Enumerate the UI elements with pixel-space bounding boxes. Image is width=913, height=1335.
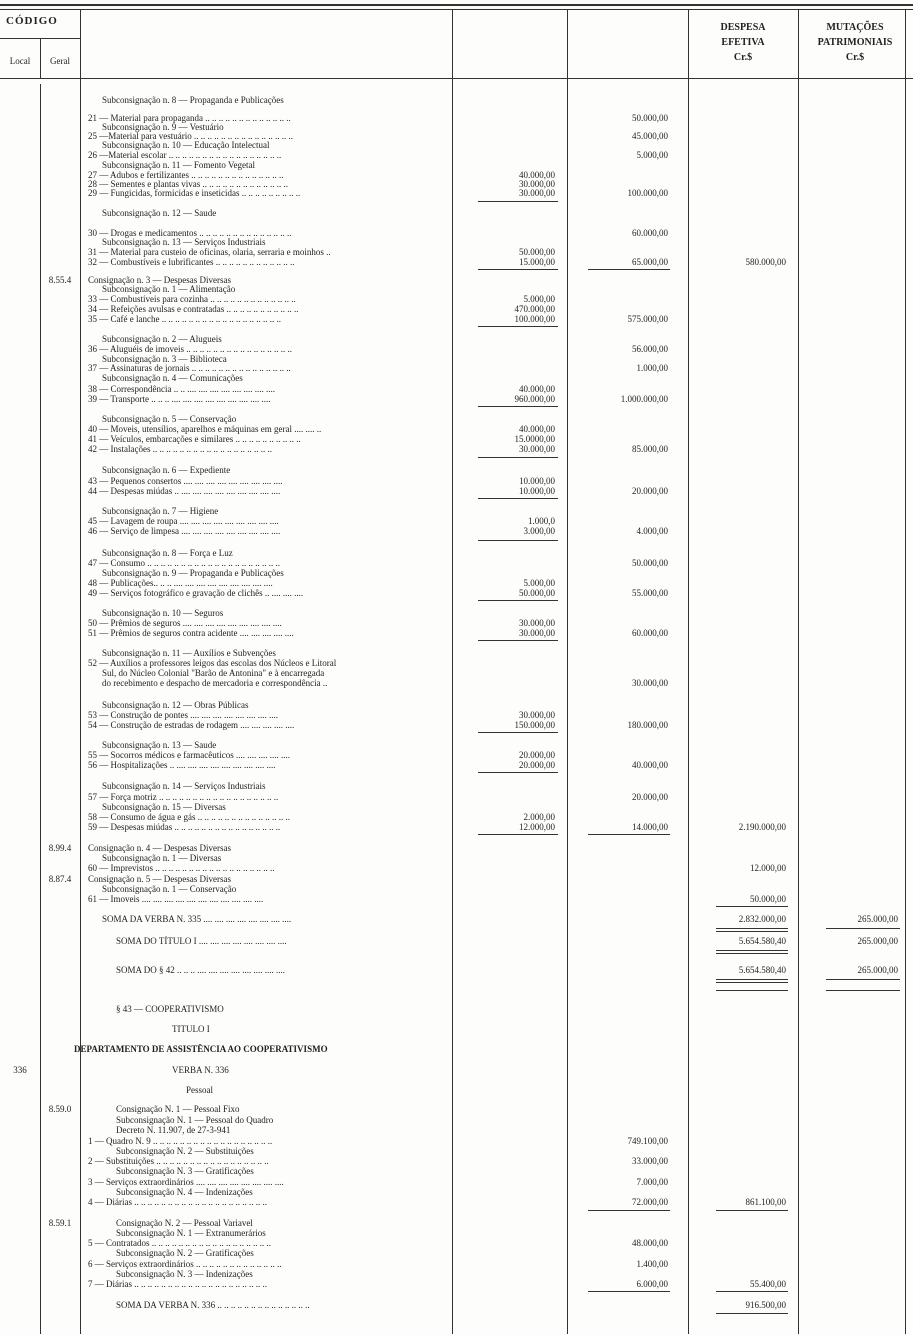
table-row [0, 1197, 913, 1207]
total-line [716, 931, 788, 932]
mutacoes-header-line3: Cr.$ [845, 52, 865, 63]
despesa-header-line1: DESPESA [720, 22, 766, 33]
row-description: Subconsignação n. 2 — Alugueis [102, 334, 222, 344]
geral-code: 8.55.4 [48, 275, 72, 285]
row-description: 2 — Substituições .. .. .. .. .. .. .. .. .. .. .. .. .. .. .. .. .. [88, 1156, 269, 1166]
table-row [0, 1218, 913, 1228]
amount-c1: 960.000,00 [514, 394, 555, 404]
table-row [0, 208, 913, 218]
table-row [0, 628, 913, 638]
amount-c1: 100.000,00 [514, 314, 555, 324]
row-description: Subconsignação n. 11 — Fomento Vegetal [102, 160, 255, 170]
table-row [0, 588, 913, 598]
table-row [0, 1115, 913, 1125]
table-row [0, 874, 913, 884]
row-description: Subconsignação n. 3 — Biblioteca [102, 354, 227, 364]
subtotal-line [588, 1291, 670, 1292]
table-row [0, 750, 913, 760]
amount-c4: 265.000,00 [857, 914, 898, 924]
table-row [0, 444, 913, 454]
row-description: Consignação n. 5 — Despesas Diversas [88, 874, 231, 884]
top-rule-thin [0, 9, 913, 10]
table-row [0, 314, 913, 324]
total-line [716, 928, 788, 929]
row-description: § 43 — COOPERATIVISMO [116, 1004, 224, 1014]
row-description: Subconsignação n. 9 — Vestuário [102, 122, 224, 132]
table-row [0, 812, 913, 822]
table-row [0, 1136, 913, 1146]
table-row [0, 1125, 913, 1135]
table-row [0, 792, 913, 802]
table-row [0, 678, 913, 688]
row-description: 51 — Prêmios de seguros contra acidente .... .... .... .... .... [88, 628, 294, 638]
table-row [0, 822, 913, 832]
amount-c1: 15.000,00 [519, 257, 555, 267]
table-row [0, 140, 913, 150]
subtotal-line [478, 498, 558, 499]
table-row [0, 884, 913, 894]
table-row [0, 363, 913, 373]
table-row [0, 1044, 913, 1054]
amount-c1: 30.000,00 [519, 179, 555, 189]
total-line [716, 1313, 788, 1314]
geral-code: 8.99.4 [48, 843, 72, 853]
amount-c2: 20.000,00 [632, 486, 668, 496]
row-description: Consignação N. 1 — Pessoal Fixo [116, 1104, 240, 1114]
amount-c2: 30.000,00 [632, 678, 668, 688]
table-row [0, 344, 913, 354]
table-row [0, 247, 913, 257]
row-description: Subconsignação n. 5 — Conservação [102, 414, 237, 424]
amount-c3: 580.000,00 [745, 257, 786, 267]
row-description: Subconsignação n. 4 — Comunicações [102, 373, 243, 383]
amount-c3: 12.000,00 [750, 863, 786, 873]
table-row [0, 188, 913, 198]
amount-c1: 1.000,0 [528, 516, 555, 526]
table-row [0, 710, 913, 720]
table-row [0, 914, 913, 924]
table-row [0, 965, 913, 975]
col-rule-local-header [40, 38, 41, 78]
amount-c3: 2.190.000,00 [738, 822, 786, 832]
table-row [0, 648, 913, 658]
subtotal-line [478, 269, 558, 270]
table-row [0, 334, 913, 344]
table-row [0, 740, 913, 750]
amount-c2: 56.000,00 [632, 344, 668, 354]
amount-c1: 2.000,00 [523, 812, 555, 822]
row-description: SOMA DO TÍTULO I .... .... .... .... .... .... .... .... [116, 936, 287, 946]
table-row [0, 668, 913, 678]
row-description: Subconsignação n. 10 — Seguros [102, 608, 224, 618]
table-row [0, 237, 913, 247]
row-description: Subconsignação N. 1 — Extranumerários [116, 1228, 266, 1238]
amount-c2: 6.000,00 [636, 1279, 668, 1289]
subtotal-line [478, 600, 558, 601]
table-row [0, 1085, 913, 1095]
amount-c1: 50.000,00 [519, 588, 555, 598]
row-description: 30 — Drogas e medicamentos .. .. .. .. .. .. .. .. .. .. .. .. .. .. [88, 228, 292, 238]
row-description: SOMA DA VERBA N. 335 .... .... .... .... .... .... .... .... [102, 914, 292, 924]
total-line [826, 979, 900, 980]
row-description: Consignação n. 3 — Despesas Diversas [88, 275, 231, 285]
row-description: Subconsignação N. 2 — Gratificações [116, 1248, 254, 1258]
table-row [0, 781, 913, 791]
table-row [0, 1259, 913, 1269]
table-row [0, 486, 913, 496]
despesa-header-line3: Cr.$ [733, 52, 753, 63]
table-row [0, 384, 913, 394]
table-row [0, 863, 913, 873]
amount-c1: 15.0000,00 [514, 434, 555, 444]
row-description: TITULO I [172, 1024, 210, 1034]
row-description: 4 — Diárias .. .. .. .. .. .. .. .. .. .. .. .. .. .. .. .. .. .. .. .. [88, 1197, 267, 1207]
row-description: Subconsignação n. 8 — Força e Luz [102, 548, 233, 558]
row-description: Subconsignação n. 1 — Diversas [102, 853, 222, 863]
amount-c1: 3.000,00 [523, 526, 555, 536]
table-row [0, 894, 913, 904]
amount-c1: 150.000,00 [514, 720, 555, 730]
table-row [0, 304, 913, 314]
amount-c1: 30.000,00 [519, 444, 555, 454]
table-row [0, 414, 913, 424]
subtotal-line [716, 1291, 788, 1292]
amount-c2: 48.000,00 [632, 1238, 668, 1248]
row-description: Pessoal [186, 1085, 213, 1095]
table-row [0, 476, 913, 486]
local-header: Local [9, 56, 31, 66]
row-description: 50 — Prêmios de seguros .... .... .... .... .... .... .... .... .... [88, 618, 282, 628]
subtotal-line [478, 406, 558, 407]
geral-code: 8.59.0 [48, 1104, 72, 1114]
row-description: SOMA DO § 42 .. .. .. .... .... .... .... .... .... .... .... [116, 965, 286, 975]
table-row [0, 608, 913, 618]
table-row [0, 558, 913, 568]
amount-c1: 470.000,00 [514, 304, 555, 314]
row-description: 5 — Contratados .. .. .. .. .. .. .. .. .. .. .. .. .. .. .. .. .. .. [88, 1238, 271, 1248]
row-description: Subconsignação n. 13 — Saude [102, 740, 217, 750]
row-description: Consignação N. 2 — Pessoal Variavel [116, 1218, 253, 1228]
amount-c2: 1.000,00 [636, 363, 668, 373]
row-description: Subconsignação n. 10 — Educação Intelectual [102, 140, 270, 150]
row-description: Subconsignação N. 3 — Gratificações [116, 1166, 254, 1176]
amount-c2: 40.000,00 [632, 760, 668, 770]
row-description: 57 — Força motriz .. .. .. .. .. .. .. .. .. .. .. .. .. .. .. .. .. .. [88, 792, 279, 802]
amount-c2: 65.000,00 [632, 257, 668, 267]
row-description: 34 — Refeições avulsas e contratadas .. .. .. .. .. .. .. .. .. .. .. [88, 304, 299, 314]
row-description: Subconsignação N. 1 — Pessoal do Quadro [116, 1115, 274, 1125]
row-description: 37 — Assinaturas de jornais .. .. .. .. .. .. .. .. .. .. .. .. .. .. .. [88, 363, 291, 373]
amount-c2: 33.000,00 [632, 1156, 668, 1166]
row-description: 36 — Aluguéis de imoveis .. .. .. .. .. .. .. .. .. .. .. .. .. .. .. .. [88, 344, 292, 354]
amount-c4: 265.000,00 [857, 965, 898, 975]
amount-c2: 1.000.000,00 [620, 394, 668, 404]
row-description: 60 — Imprevistos .. .. .. .. .. .. .. .. .. .. .. .. .. .. .. .. .. .. [88, 863, 275, 873]
table-row [0, 424, 913, 434]
row-description: 54 — Construção de estradas de rodagem .... .... .... .... .... [88, 720, 295, 730]
subtotal-line [478, 640, 558, 641]
amount-c2: 60.000,00 [632, 228, 668, 238]
amount-c1: 40.000,00 [519, 170, 555, 180]
subtotal-line [588, 834, 670, 835]
row-description: Subconsignação n. 15 — Diversas [102, 802, 226, 812]
table-row [0, 568, 913, 578]
row-description: Subconsignação N. 4 — Indenizações [116, 1187, 253, 1197]
amount-c2: 749.100,00 [627, 1136, 668, 1146]
table-row [0, 95, 913, 105]
table-row [0, 160, 913, 170]
table-row [0, 434, 913, 444]
table-row [0, 1004, 913, 1014]
geral-code: 8.87.4 [48, 874, 72, 884]
amount-c2: 20.000,00 [632, 792, 668, 802]
row-description: 28 — Sementes e plantas vivas .. .. .. .. .. .. .. .. .. .. .. .. .. [88, 179, 288, 189]
row-description: Subconsignação n. 12 — Saude [102, 208, 217, 218]
row-description: Subconsignação n. 1 — Alimentação [102, 284, 236, 294]
table-row [0, 1024, 913, 1034]
table-row [0, 1238, 913, 1248]
despesa-header [700, 20, 786, 65]
row-description: 7 — Diárias .. .. .. .. .. .. .. .. .. .. .. .. .. .. .. .. .. .. .. .. [88, 1279, 267, 1289]
amount-c3: 2.832.000,00 [738, 914, 786, 924]
amount-c2: 45.000,00 [632, 131, 668, 141]
total-line [716, 990, 788, 991]
table-row [0, 700, 913, 710]
table-row [0, 658, 913, 668]
table-row [0, 936, 913, 946]
row-description: 40 — Moveis, utensílios, aparelhos e máquinas em geral .... .... .. [88, 424, 322, 434]
row-description: 42 — Instalações .. .. .. .. .. .. .. .. .. .. .. .. .. .. .. .. .. .. [88, 444, 272, 454]
total-line [716, 982, 788, 983]
row-description: 3 — Serviços extraordinários .... .... .... .... .... .... .... .... [88, 1177, 284, 1187]
amount-c3: 55.400,00 [750, 1279, 786, 1289]
row-description: 44 — Despesas miúdas .. .... .... .... .... .... .... .... .... .... [88, 486, 281, 496]
table-row [0, 1177, 913, 1187]
amount-c1: 30.000,00 [519, 628, 555, 638]
row-description: Subconsignação n. 9 — Propaganda e Publicações [102, 568, 284, 578]
subtotal-line [716, 1210, 788, 1211]
amount-c1: 40.000,00 [519, 424, 555, 434]
row-description: do recebimento e despacho de mercadoria e correspondência .. [102, 678, 328, 688]
table-row [0, 578, 913, 588]
despesa-header-line2: EFETIVA [721, 37, 765, 48]
table-row [0, 1248, 913, 1258]
table-row [0, 720, 913, 730]
row-description: Subconsignação n. 6 — Expediente [102, 465, 231, 475]
row-description: 43 — Pequenos consertos .... .... .... .... .... .... .... .... .... [88, 476, 283, 486]
row-description: 31 — Material para custeio de oficinas, olaria, serraria e moinhos .. [88, 247, 331, 257]
table-row [0, 1065, 913, 1075]
subtotal-line [478, 540, 558, 541]
amount-c1: 10.000,00 [519, 476, 555, 486]
row-description: 58 — Consumo de água e gás .. .. .. .. .. .. .. .. .. .. .. .. .. .. [88, 812, 290, 822]
amount-c4: 265.000,00 [857, 936, 898, 946]
amount-c1: 20.000,00 [519, 750, 555, 760]
row-description: 55 — Socorros médicos e farmacêuticos .... .... .... .... .... [88, 750, 290, 760]
total-line [826, 990, 900, 991]
amount-c1: 20.000,00 [519, 760, 555, 770]
row-description: 26 —Material escolar .. .. .. .. .. .. .. .. .. .. .. .. .. .. .. .. .. [88, 150, 282, 160]
table-row [0, 465, 913, 475]
row-description: Subconsignação n. 7 — Higiene [102, 506, 219, 516]
table-row [0, 1187, 913, 1197]
amount-c2: 4.000,00 [636, 526, 668, 536]
amount-c2: 14.000,00 [632, 822, 668, 832]
row-description: 52 — Auxílios a professores leigos das escolas dos Núcleos e Litoral [88, 658, 337, 668]
subtotal-line [478, 732, 558, 733]
row-description: 21 — Material para propaganda .. .. .. .. .. .. .. .. .. .. .. .. .. [88, 113, 291, 123]
table-row [0, 1300, 913, 1310]
row-description: 39 — Transporte .. .. .. .... .... .... .... .... .... .... .... .... [88, 394, 271, 404]
header-rule [0, 78, 913, 79]
table-row [0, 1166, 913, 1176]
row-description: 27 — Adubos e fertilizantes .. .. .. .. .. .. .. .. .. .. .. .. .. .. [88, 170, 284, 180]
row-description: 6 — Serviços extraordinários .. .. .. .. .. .. .. .. .. .. .. .. .. [88, 1259, 282, 1269]
row-description: 25 —Material para vestuário .. .. .. .. .. .. .. .. .. .. .. .. .. .. .. [88, 131, 293, 141]
subtotal-line [478, 457, 558, 458]
amount-c2: 180.000,00 [627, 720, 668, 730]
amount-c2: 100.000,00 [627, 188, 668, 198]
table-row [0, 394, 913, 404]
amount-c2: 60.000,00 [632, 628, 668, 638]
row-description: SOMA DA VERBA N. 336 .. .. .. .. .. .. .. .. .. .. .. .. .. .. [116, 1300, 310, 1310]
amount-c1: 5.000,00 [523, 294, 555, 304]
row-description: 53 — Construção de pontes .... .... .... .... .... .... .... .... [88, 710, 278, 720]
row-description: 38 — Correspondência .. .. .... .... .... .... .... .... .... .... [88, 384, 275, 394]
amount-c2: 50.000,00 [632, 558, 668, 568]
row-description: Subconsignação n. 8 — Propaganda e Publicações [102, 95, 284, 105]
row-description: 61 — Imoveis .... .... .... .... .... .... .... .... .... .... .... [88, 894, 264, 904]
top-rule [0, 4, 913, 6]
amount-c1: 30.000,00 [519, 710, 555, 720]
amount-c2: 575.000,00 [627, 314, 668, 324]
total-line [716, 953, 788, 954]
total-line [716, 979, 788, 980]
row-description: Decreto N. 11.907, de 27-3-941 [116, 1125, 231, 1135]
row-description: 41 — Veículos, embarcações e similares .. .. .. .. .. .. .. .. .. .. [88, 434, 301, 444]
row-description: Subconsignação n. 13 — Serviços Industriais [102, 237, 266, 247]
amount-c3: 916.500,00 [745, 1300, 786, 1310]
mutacoes-header-line2: PATRIMONIAIS [817, 37, 893, 48]
geral-code: 8.59.1 [48, 1218, 72, 1228]
table-row [0, 284, 913, 294]
row-description: Subconsignação n. 1 — Conservação [102, 884, 237, 894]
table-row [0, 150, 913, 160]
amount-c3: 50.000,00 [750, 894, 786, 904]
row-description: Subconsignação n. 14 — Serviços Industriais [102, 781, 266, 791]
amount-c2: 72.000,00 [632, 1197, 668, 1207]
amount-c1: 40.000,00 [519, 384, 555, 394]
row-description: Sul, do Núcleo Colonial "Barão de Antonina" e à encarregada [102, 668, 325, 678]
row-description: 47 — Consumo .. .. .. .. .. .. .. .. .. .. .. .. .. .. .. .. .. .. .. .. [88, 558, 281, 568]
amount-c1: 50.000,00 [519, 247, 555, 257]
row-description: Subconsignação N. 2 — Substituições [116, 1146, 254, 1156]
subtotal-line [478, 201, 558, 202]
subtotal-line [478, 834, 558, 835]
amount-c1: 30.000,00 [519, 188, 555, 198]
subtotal-line [588, 1210, 670, 1211]
table-row [0, 373, 913, 383]
table-row [0, 853, 913, 863]
amount-c1: 30.000,00 [519, 618, 555, 628]
row-description: 48 — Publicações.. .. .. .... .... .... .... .... .... .... .... .... [88, 578, 273, 588]
table-row [0, 1279, 913, 1289]
table-row [0, 1269, 913, 1279]
amount-c1: 5.000,00 [523, 578, 555, 588]
table-row [0, 1156, 913, 1166]
table-row [0, 618, 913, 628]
amount-c2: 50.000,00 [632, 113, 668, 123]
row-description: Subconsignação N. 3 — Indenizações [116, 1269, 253, 1279]
amount-c2: 7.000,00 [636, 1177, 668, 1187]
subtotal-line [716, 906, 788, 907]
row-description: Consignação n. 4 — Despesas Diversas [88, 843, 231, 853]
subtotal-line [478, 772, 558, 773]
mutacoes-header [800, 20, 910, 65]
subtotal-line [478, 326, 558, 327]
table-row [0, 1228, 913, 1238]
table-row [0, 294, 913, 304]
total-line [716, 950, 788, 951]
table-row [0, 1146, 913, 1156]
row-description: 45 — Lavagem de roupa .... .... .... .... .... .... .... .... .... [88, 516, 279, 526]
table-row [0, 506, 913, 516]
amount-c2: 55.000,00 [632, 588, 668, 598]
amount-c3: 5.654.580,40 [738, 965, 786, 975]
amount-c3: 5.654.580,40 [738, 936, 786, 946]
codigo-header: CÓDIGO [6, 15, 58, 27]
table-row [0, 802, 913, 812]
row-description: Subconsignação n. 11 — Auxílios e Subvenções [102, 648, 276, 658]
amount-c3: 861.100,00 [745, 1197, 786, 1207]
table-row [0, 257, 913, 267]
total-line [826, 928, 900, 929]
row-description: DEPARTAMENTO DE ASSISTÊNCIA AO COOPERATIVISMO [74, 1044, 328, 1054]
mutacoes-header-line1: MUTAÇÕES [826, 22, 884, 33]
row-description: 59 — Despesas miúdas .. .. .. .. .. .. .. .. .. .. .. .. .. .. .. .. [88, 822, 281, 832]
amount-c2: 1.400,00 [636, 1259, 668, 1269]
row-description: 56 — Hospitalizações .. .... .... .... .... .... .... .... .... .... [88, 760, 276, 770]
table-row [0, 843, 913, 853]
table-row [0, 760, 913, 770]
row-description: 1 — Quadro N. 9 .. .. .. .. .. .. .. .. .. .. .. .. .. .. .. .. .. .. [88, 1136, 273, 1146]
table-row [0, 1104, 913, 1114]
table-row [0, 516, 913, 526]
row-description: 32 — Combustíveis e lubrificantes .. .. .. .. .. .. .. .. .. .. .. .. [88, 257, 295, 267]
table-row [0, 526, 913, 536]
local-code: 336 [13, 1065, 27, 1075]
amount-c1: 12.000,00 [519, 822, 555, 832]
subtotal-line [588, 269, 670, 270]
row-description: 33 — Combustíveis para cozinha .. .. .. .. .. .. .. .. .. .. .. .. .. [88, 294, 296, 304]
row-description: 46 — Serviço de limpesa .... .... .... .... .... .... .... .... .... [88, 526, 281, 536]
table-row [0, 548, 913, 558]
geral-header: Geral [50, 56, 70, 66]
amount-c1: 10.000,00 [519, 486, 555, 496]
row-description: 35 — Café e lanche .. .. .. .. .. .. .. .. .. .. .. .. .. .. .. .. .. .. [88, 314, 281, 324]
row-description: VERBA N. 336 [172, 1065, 229, 1075]
amount-c2: 85.000,00 [632, 444, 668, 454]
row-description: Subconsignação n. 12 — Obras Públicas [102, 700, 249, 710]
row-description: 49 — Serviços fotográfico e gravação de clichês .. .... .... .... [88, 588, 304, 598]
row-description: 29 — Fungicidas, formicidas e inseticidas .. .. .. .. .. .. .. .. .. [88, 188, 301, 198]
amount-c2: 5.000,00 [636, 150, 668, 160]
